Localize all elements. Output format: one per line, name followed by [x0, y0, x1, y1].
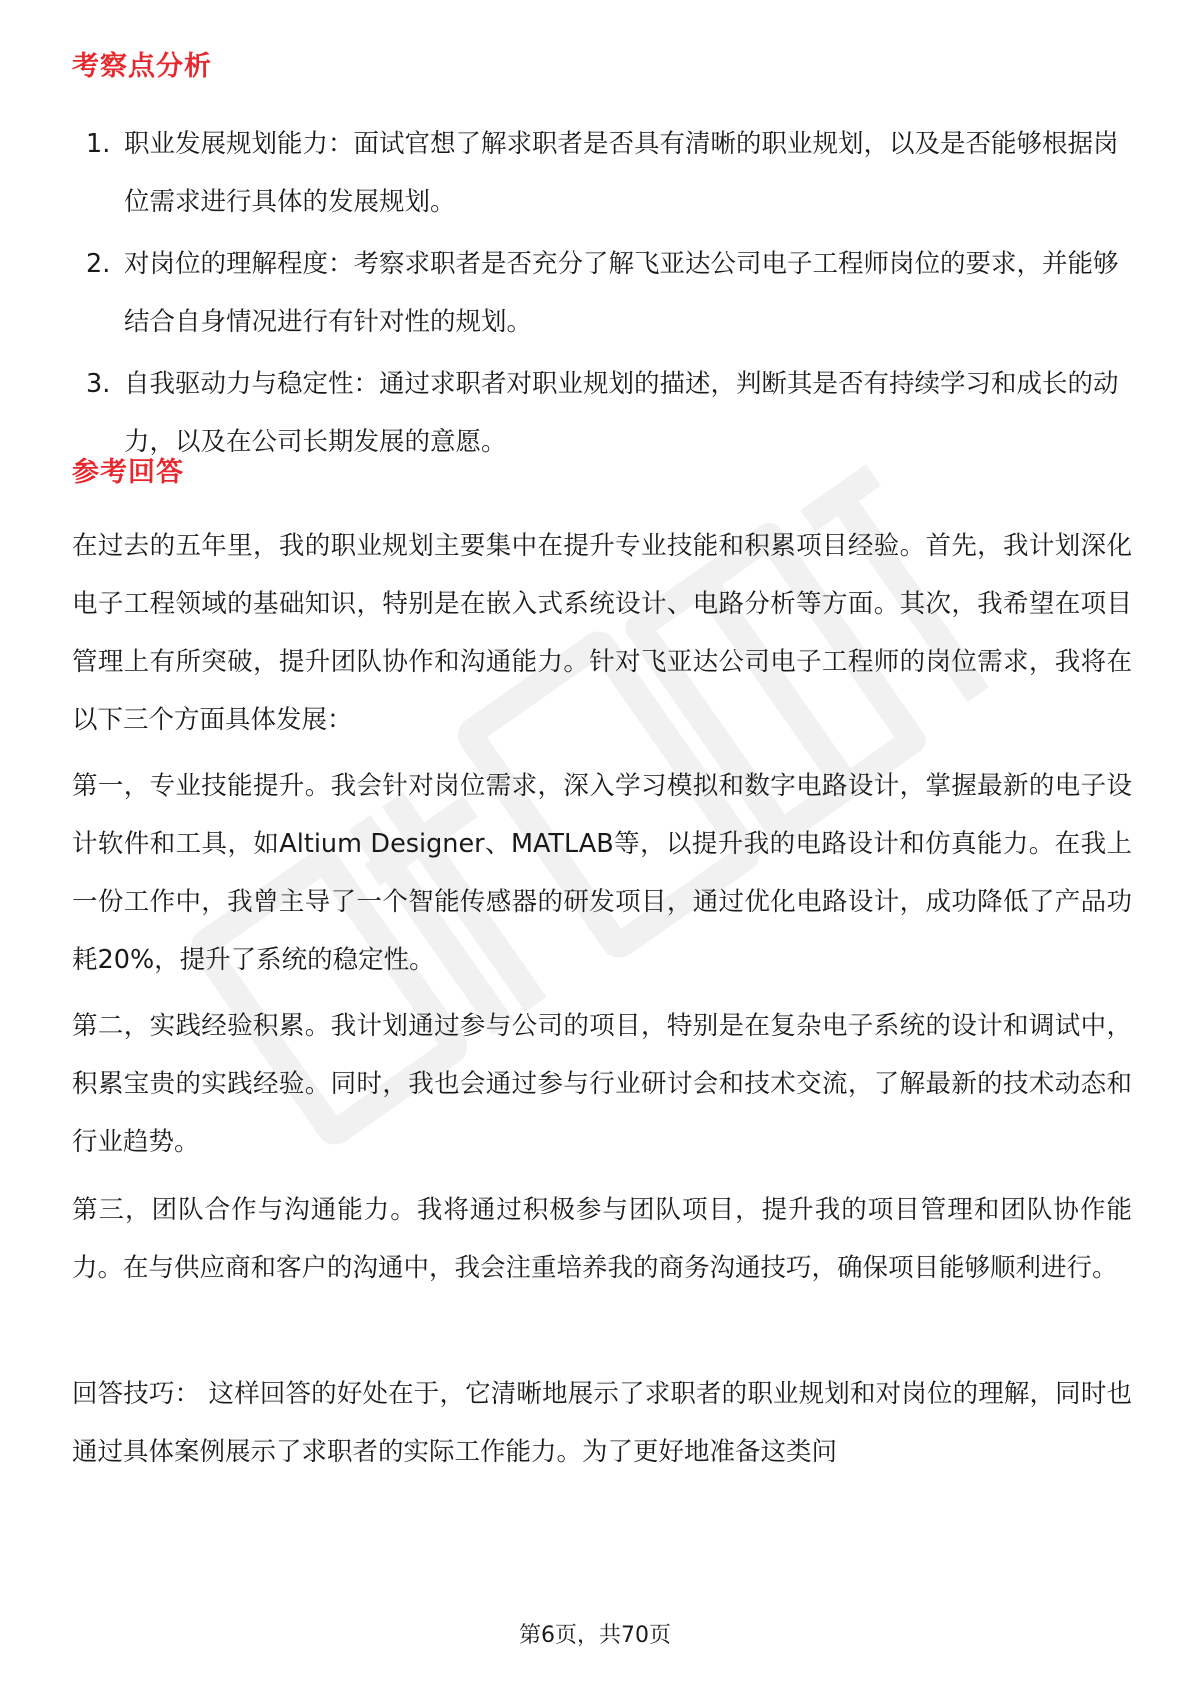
list-item-number: 1. — [86, 129, 111, 159]
answer-paragraph-second: 第二，实践经验积累。我计划通过参与公司的项目，特别是在复杂电子系统的设计和调试中，积累宝贵的实践经验。同时，我也会通过参与行业研讨会和技术交流，了解最新的技术动态和行业趋势。 — [72, 1011, 1132, 1157]
list-item-text: 自我驱动力与稳定性：通过求职者对职业规划的描述，判断其是否有持续学习和成长的动力，以及在公司长期发展的意愿。 — [124, 369, 1119, 457]
list-item-text: 职业发展规划能力：面试官想了解求职者是否具有清晰的职业规划，以及是否能够根据岗位需求进行具体的发展规划。 — [124, 129, 1119, 217]
answer-paragraph-third: 第三，团队合作与沟通能力。我将通过积极参与团队项目，提升我的项目管理和团队协作能力。在与供应商和客户的沟通中，我会注重培养我的商务沟通技巧，确保项目能够顺利进行。 — [72, 1195, 1132, 1283]
analysis-heading: 考察点分析 — [72, 51, 212, 82]
list-item — [72, 115, 1132, 231]
answer-paragraph-intro: 在过去的五年里，我的职业规划主要集中在提升专业技能和积累项目经验。首先，我计划深化电子工程领域的基础知识，特别是在嵌入式系统设计、电路分析等方面。其次，我希望在项目管理上有所突破，提升团队协作和沟通能力。针对飞亚达公司电子工程师的岗位需求，我将在以下三个方面具体发展： — [72, 531, 1132, 735]
answer-tips-paragraph: 回答技巧： 这样回答的好处在于，它清晰地展示了求职者的职业规划和对岗位的理解，同时也通过具体案例展示了求职者的实际工作能力。为了更好地准备这类问 — [72, 1379, 1132, 1467]
list-item — [72, 235, 1132, 351]
answer-heading: 参考回答 — [72, 457, 184, 488]
analysis-list — [72, 115, 1132, 475]
list-item-number: 2. — [86, 249, 111, 279]
page-number-footer: 第6页，共70页 — [519, 1623, 671, 1648]
list-item — [72, 355, 1132, 471]
answer-paragraph-first: 第一，专业技能提升。我会针对岗位需求，深入学习模拟和数字电路设计，掌握最新的电子设计软件和工具，如Altium Designer、MATLAB等，以提升我的电路设计和仿真能力。在我上一份工作中，我曾主导了一个智能传感器的研发项目，通过优化电路设计，成功降低了产品功耗20%，提升了系统的稳定性。 — [72, 771, 1132, 975]
list-item-text: 对岗位的理解程度：考察求职者是否充分了解飞亚达公司电子工程师岗位的要求，并能够结合自身情况进行有针对性的规划。 — [124, 249, 1119, 337]
list-item-number: 3. — [86, 369, 111, 399]
